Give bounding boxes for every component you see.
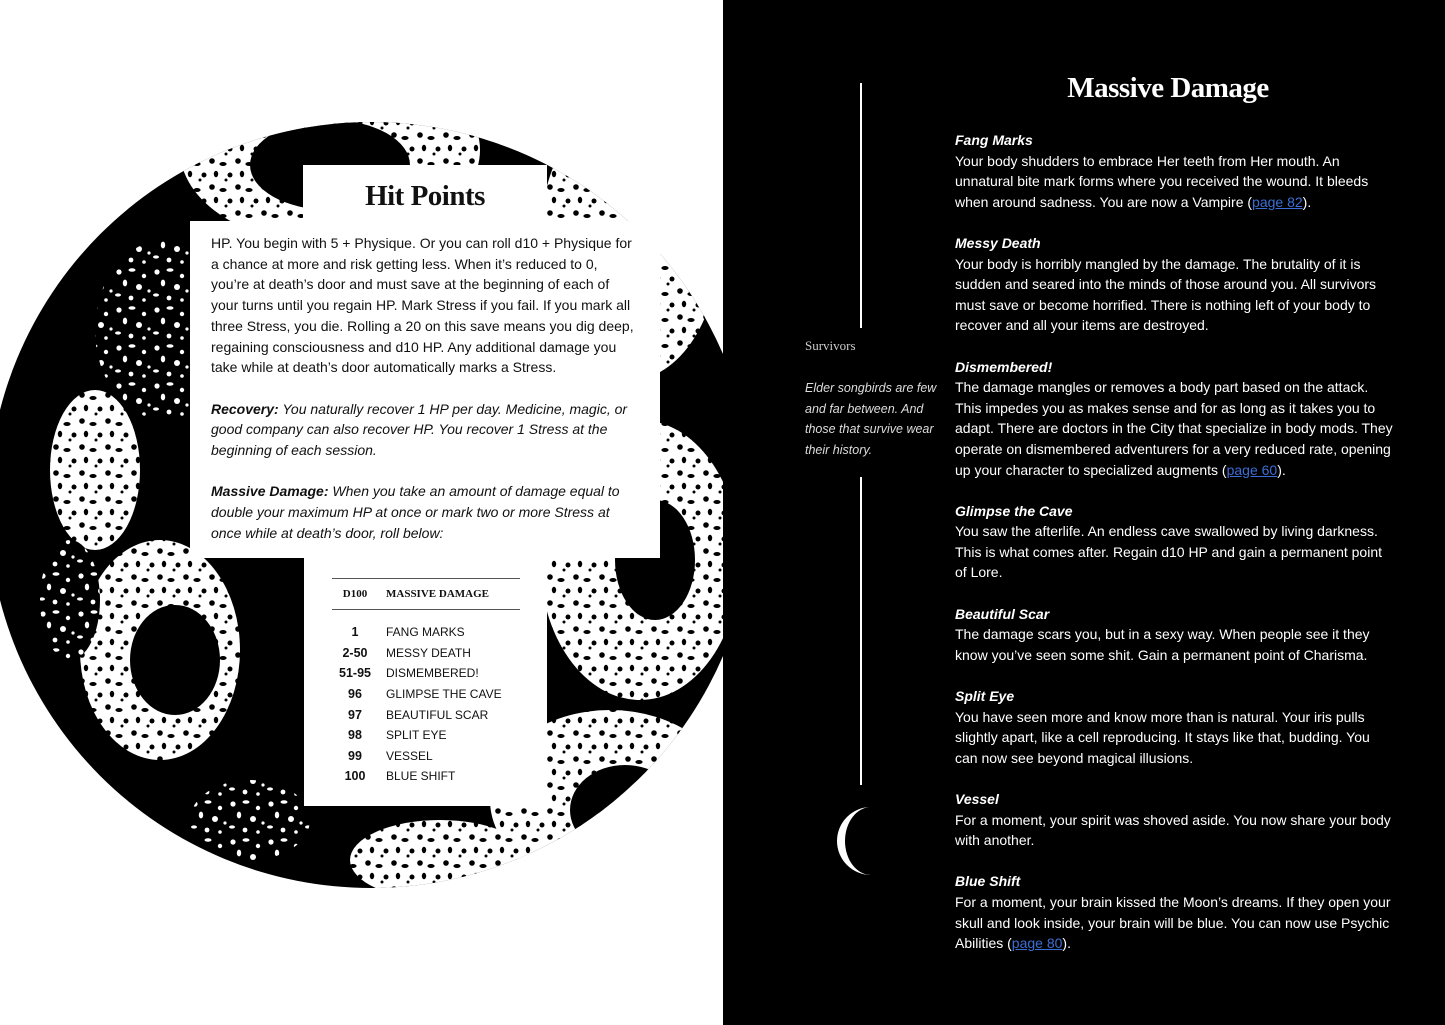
entry-glimpse-the-cave bbox=[955, 501, 1395, 583]
table-row bbox=[332, 746, 520, 767]
roll-cell: 97 bbox=[348, 707, 362, 722]
entry-text: You saw the afterlife. An endless cave swallowed by living darkness. This is what comes after. Regain d10 HP and gain a permanent point of Lore. bbox=[955, 523, 1382, 581]
roll-cell: 96 bbox=[348, 687, 362, 702]
entry-text bbox=[955, 377, 1395, 480]
massive-damage-table bbox=[332, 578, 520, 787]
result-entries bbox=[955, 130, 1395, 974]
table-row bbox=[332, 704, 520, 725]
column-header-d100: D100 bbox=[342, 588, 368, 600]
hit-points-title-box bbox=[303, 165, 547, 227]
entry-title: Vessel bbox=[955, 791, 999, 807]
right-page bbox=[723, 0, 1445, 1025]
entry-messy-death bbox=[955, 233, 1395, 336]
roll-cell: 2-50 bbox=[342, 645, 368, 660]
entry-body: For a moment, your brain kissed the Moon’s dreams. If they open your skull and look inside, your brain will be blue. You can now use Psychic Abilities ( bbox=[955, 893, 1391, 952]
entry-title: Fang Marks bbox=[955, 132, 1033, 148]
page-title: Hit Points bbox=[365, 180, 485, 212]
entry-text: For a moment, your spirit was shoved aside. You now share your body with another. bbox=[955, 811, 1391, 849]
entry-body-end: ). bbox=[1277, 461, 1286, 478]
result-cell: SPLIT EYE bbox=[386, 728, 447, 743]
entry-vessel bbox=[955, 789, 1395, 851]
table-row bbox=[332, 622, 520, 643]
roll-cell: 51-95 bbox=[339, 666, 371, 681]
entry-title: Glimpse the Cave bbox=[955, 502, 1073, 519]
recovery-paragraph bbox=[211, 399, 638, 461]
entry-beautiful-scar bbox=[955, 604, 1395, 666]
table-row bbox=[332, 725, 520, 746]
result-cell: MESSY DEATH bbox=[386, 645, 471, 660]
sidebar-text: Elder songbirds are few and far between. And those that survive wear their history. bbox=[805, 381, 937, 457]
entry-body: The damage mangles or removes a body part based on the attack. This impedes you as makes sense and for as long as it takes you to adapt. There are doctors in the City that specialize in body mods. They operate on dismembered adventurers for a very reduced rate, opening up your character to specialized augments ( bbox=[955, 379, 1393, 478]
result-cell: GLIMPSE THE CAVE bbox=[386, 687, 502, 702]
table-header-rule bbox=[332, 609, 520, 610]
table-row bbox=[332, 643, 520, 664]
hit-points-rules bbox=[190, 221, 660, 558]
crescent-moon-icon bbox=[833, 805, 885, 877]
result-cell: DISMEMBERED! bbox=[386, 666, 479, 681]
entry-fang-marks bbox=[955, 130, 1395, 212]
result-cell: FANG MARKS bbox=[386, 625, 465, 640]
table-row bbox=[332, 663, 520, 684]
result-cell: BLUE SHIFT bbox=[386, 769, 456, 784]
entry-text: Your body is horribly mangled by the damage. The brutality of it is sudden and seared into the minds of those around you. All survivors must save or become horrified. There is nothing left of your body to recover and all your items are destroyed. bbox=[955, 255, 1377, 334]
entry-title: Dismembered! bbox=[955, 358, 1053, 375]
massive-damage-label: Massive Damage: bbox=[211, 483, 329, 500]
roll-cell: 99 bbox=[348, 748, 362, 763]
entry-dismembered bbox=[955, 357, 1395, 481]
recovery-label: Recovery: bbox=[211, 400, 279, 417]
table-body bbox=[332, 622, 520, 787]
massive-damage-text: When you take an amount of damage equal to double your maximum HP at once or mark two or more Stress at once while at death’s door, roll below: bbox=[211, 483, 620, 541]
table-header bbox=[332, 579, 520, 609]
roll-cell: 100 bbox=[344, 769, 366, 784]
recovery-text: You naturally recover 1 HP per day. Medicine, magic, or good company can also recover HP. You recover 1 Stress at the beginning of each session. bbox=[211, 400, 628, 459]
sidebar-title: Survivors bbox=[805, 338, 856, 353]
entry-title: Beautiful Scar bbox=[955, 605, 1050, 622]
roll-cell: 98 bbox=[348, 728, 362, 743]
entry-title: Blue Shift bbox=[955, 873, 1021, 890]
table-row bbox=[332, 766, 520, 787]
sidebar-divider-bottom bbox=[860, 477, 862, 785]
result-cell: VESSEL bbox=[386, 748, 433, 763]
page-link[interactable]: page 82 bbox=[1252, 193, 1303, 210]
section-title: Massive Damage bbox=[1067, 72, 1269, 104]
table-row bbox=[332, 684, 520, 705]
entry-text bbox=[955, 151, 1395, 213]
roll-cell: 1 bbox=[351, 625, 359, 640]
intro-paragraph: HP. You begin with 5 + Physique. Or you can roll d10 + Physique for a chance at more and risk getting less. When it’s reduced to 0, you’re at death’s door and must save at the beginning of each of your turns until you regain HP. Mark Stress if you fail. If you mark all three Stress, you die. Rolling a 20 on this save means you dig deep, regaining consciousness and d10 HP. Any additional damage you take while at death’s door automatically marks a Stress. bbox=[211, 235, 634, 376]
column-header-result: MASSIVE DAMAGE bbox=[386, 588, 489, 600]
entry-body: Your body shudders to embrace Her teeth from Her mouth. An unnatural bite mark forms where you received the wound. It bleeds when around sadness. You are now a Vampire ( bbox=[955, 152, 1369, 210]
page-link[interactable]: page 60 bbox=[1226, 461, 1278, 478]
sidebar-divider-top bbox=[860, 83, 862, 328]
page-link[interactable]: page 80 bbox=[1011, 935, 1063, 952]
massive-damage-paragraph bbox=[211, 481, 638, 543]
entry-title: Split Eye bbox=[955, 688, 1015, 705]
entry-blue-shift bbox=[955, 871, 1395, 953]
entry-text: The damage scars you, but in a sexy way. When people see it they know you’ve seen some shit. Gain a permanent point of Charisma. bbox=[955, 626, 1370, 663]
entry-text bbox=[955, 892, 1395, 954]
massive-damage-table-box bbox=[304, 556, 547, 806]
entry-title: Messy Death bbox=[955, 234, 1041, 251]
entry-split-eye bbox=[955, 686, 1395, 768]
entry-body-end: ). bbox=[1302, 193, 1312, 210]
entry-text: You have seen more and know more than is natural. Your iris pulls slightly apart, like a cell reproducing. It stays like that, budding. You can now see beyond magical illusions. bbox=[955, 708, 1370, 766]
result-cell: BEAUTIFUL SCAR bbox=[386, 707, 489, 722]
entry-body-end: ). bbox=[1062, 935, 1071, 952]
